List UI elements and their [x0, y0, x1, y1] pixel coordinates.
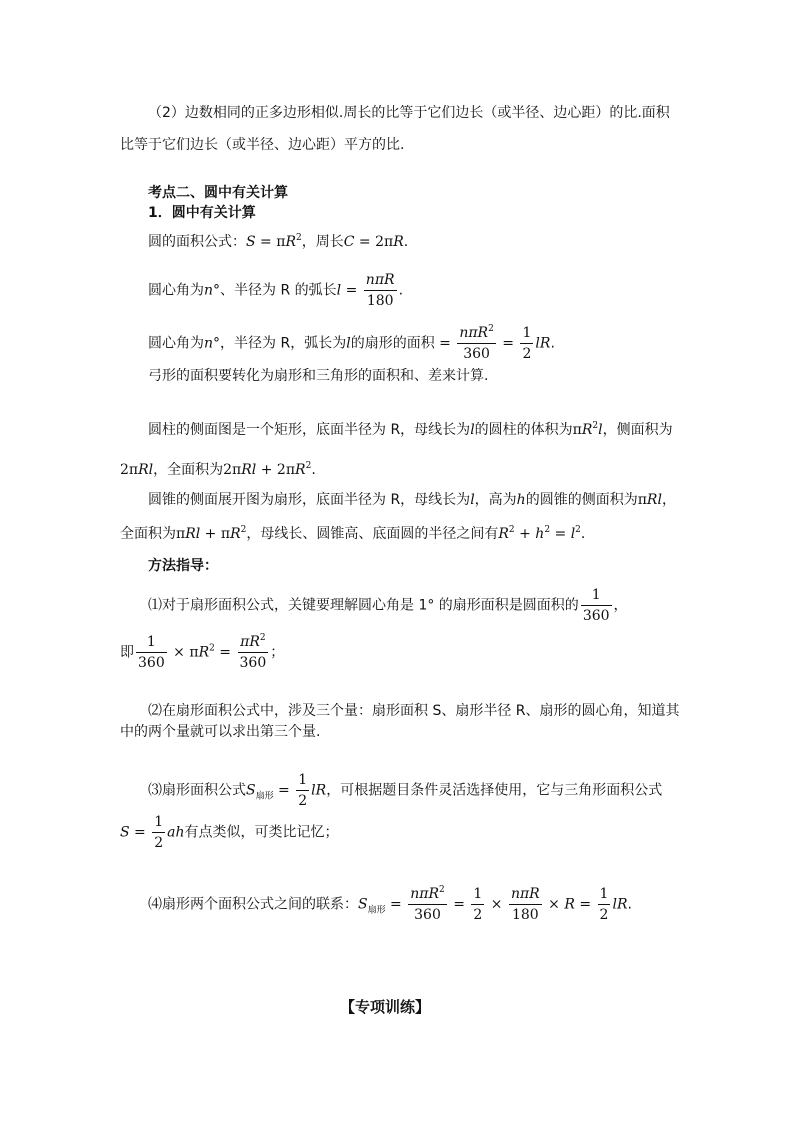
segment-note: 弓形的面积要转化为扇形和三角形的面积和、差来计算. [148, 368, 489, 384]
formula-sector-area: 圆心角为n°，半径为 R，弧长为l的扇形的面积 = $\frac{n\pi R^2}{360}$ = $\frac{1}{2}$ lR. [148, 324, 555, 362]
para-line-1: （2）边数相同的正多边形相似.周长的比等于它们边长（或半径、边心距）的比.面积 [148, 105, 670, 121]
method-point-4: ⑷扇形两个面积公式之间的联系：$S_{扇形}$ = $\frac{n\pi R^2}{360}$ = $\frac{1}{2}$ × $\frac{\text{nπR}}{180}$ × R = $\frac{1}{2}$ lR. [148, 885, 632, 923]
cone-line-2: 全面积为$\pi Rl + \pi R^2$，母线长、圆锥高、底面圆的半径之间有$R^2 + h^2 = l^2$. [120, 525, 586, 542]
para-line-2: 比等于它们边长（或半径、边心距）平方的比. [120, 137, 405, 153]
formula-circle-area: 圆的面积公式：$S = \pi R^2$，周长C = 2πR. [148, 233, 409, 250]
method-point-2-line-1: ⑵在扇形面积公式中，涉及三个量：扇形面积 S、扇形半径 R、扇形的圆心角，知道其 [148, 703, 680, 719]
method-point-2-line-2: 中的两个量就可以求出第三个量. [120, 724, 321, 740]
section-heading: 考点二、圆中有关计算 [148, 185, 288, 201]
method-point-1-formula: 即 $\frac{1}{360}$ × $\pi R^2$ = $\frac{\pi R^2}{360}$ ； [120, 633, 285, 671]
cylinder-line-2: 2πRl，全面积为$2\pi Rl + 2\pi R^2$. [120, 461, 316, 478]
cylinder-line-1: 圆柱的侧面图是一个矩形，底面半径为 R，母线长为l的圆柱的体积为$\pi R^2l$，侧面积为 [148, 421, 673, 438]
method-point-1: ⑴对于扇形面积公式，关键要理解圆心角是 1° 的扇形面积是圆面积的 $\frac{1}{360}$ ， [148, 587, 628, 624]
section-subheading: 1．圆中有关计算 [148, 205, 256, 221]
special-training-title: 【专项训练】 [340, 998, 431, 1016]
formula-arc-length: 圆心角为n°、半径为 R 的弧长l = $\frac{\text{nπR}}{180}$ . [148, 272, 404, 309]
method-point-3-line-2: S = $\frac{1}{2}$ ah有点类似，可类比记忆； [120, 814, 339, 851]
method-point-3: ⑶扇形面积公式$S_{扇形}$ = $\frac{1}{2}$ lR，可根据题目条件灵活选择使用，它与三角形面积公式 [148, 772, 663, 809]
cone-line-1: 圆锥的侧面展开图为扇形，底面半径为 R，母线长为l，高为h的圆锥的侧面积为πRl， [148, 492, 676, 508]
method-heading: 方法指导： [148, 558, 218, 574]
